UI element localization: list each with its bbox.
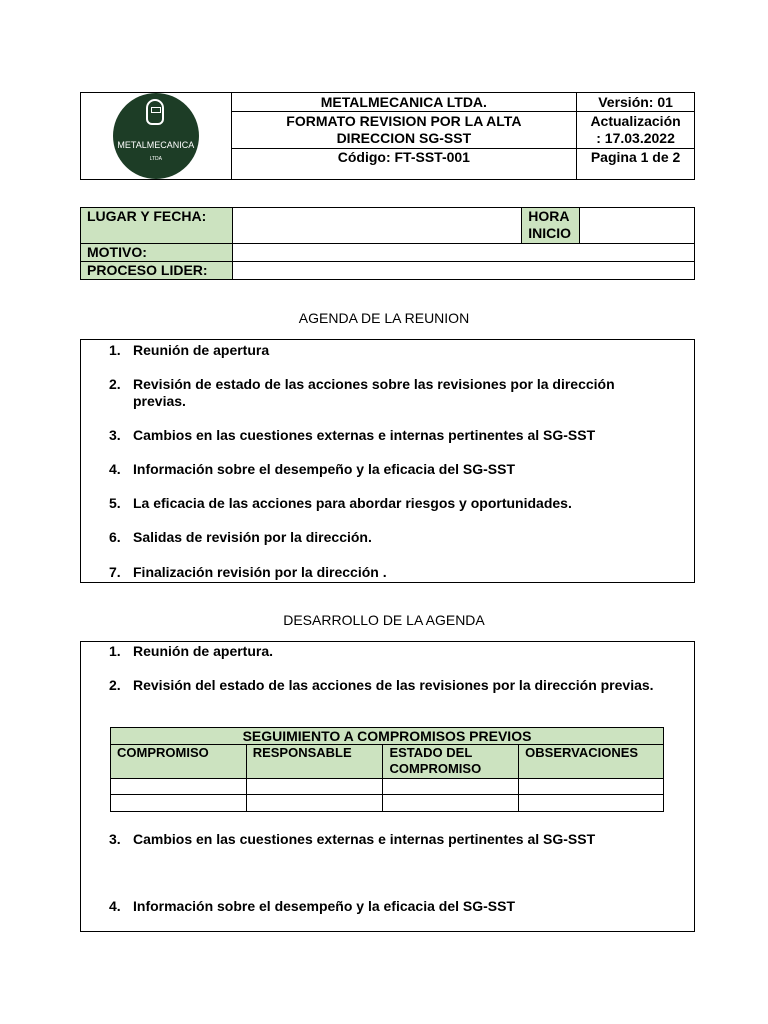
hora-inicio-label [522, 208, 580, 244]
update-line-2: : 17.03.2022 [596, 130, 675, 147]
column-header: COMPROMISO [111, 745, 247, 779]
desarrollo-item-number: 3. [109, 831, 121, 847]
agenda-item-number: 7. [109, 564, 121, 580]
desarrollo-item-text: Reunión de apertura. [133, 643, 274, 659]
agenda-title: AGENDA DE LA REUNION [298, 310, 470, 326]
proceso-lider-label: PROCESO LIDER: [81, 262, 233, 280]
table-cell[interactable] [111, 779, 247, 795]
lugar-fecha-field[interactable] [232, 208, 521, 244]
company-logo [113, 93, 199, 179]
agenda-item [109, 564, 669, 581]
welding-mask-icon [146, 99, 164, 125]
document-header [80, 92, 695, 180]
desarrollo-item [109, 831, 669, 848]
table-cell[interactable] [383, 779, 519, 795]
seguimiento-title: SEGUIMIENTO A COMPROMISOS PREVIOS [111, 728, 664, 745]
page-number: Pagina 1 de 2 [577, 149, 695, 180]
title-line-1: FORMATO REVISION POR LA ALTA [286, 113, 522, 130]
table-cell[interactable] [111, 795, 247, 812]
agenda-box [80, 339, 695, 583]
document-code: Código: FT-SST-001 [231, 149, 577, 180]
logo-cell [81, 93, 232, 180]
agenda-item-number: 3. [109, 427, 121, 443]
desarrollo-item-number: 4. [109, 898, 121, 914]
desarrollo-item [109, 677, 669, 694]
column-header: OBSERVACIONES [519, 745, 664, 779]
agenda-item-number: 2. [109, 376, 121, 392]
agenda-item-number: 1. [109, 342, 121, 358]
desarrollo-item-number: 2. [109, 677, 121, 693]
agenda-item [109, 376, 669, 410]
agenda-item [109, 529, 669, 546]
desarrollo-item-number: 1. [109, 643, 121, 659]
table-row [111, 795, 664, 812]
title-line-2: DIRECCION SG-SST [336, 130, 472, 147]
agenda-item [109, 342, 669, 359]
meeting-info-table [80, 207, 695, 280]
table-cell[interactable] [246, 795, 383, 812]
hora-line-2: INICIO [528, 225, 571, 241]
hora-line-1: HORA [528, 208, 570, 224]
table-cell[interactable] [519, 795, 664, 812]
proceso-lider-field[interactable] [232, 262, 694, 280]
agenda-item-number: 4. [109, 461, 121, 477]
column-header: ESTADO DEL COMPROMISO [383, 745, 519, 779]
desarrollo-item [109, 643, 669, 660]
desarrollo-title: DESARROLLO DE LA AGENDA [283, 612, 485, 628]
hora-inicio-field[interactable] [580, 208, 695, 244]
desarrollo-item-text: Cambios en las cuestiones externas e internas pertinentes al SG-SST [133, 831, 596, 847]
agenda-item [109, 461, 669, 478]
agenda-item [109, 495, 669, 512]
desarrollo-item-text: Información sobre el desempeño y la eficacia del SG-SST [133, 898, 516, 914]
logo-sub: LTDA [149, 156, 162, 162]
table-cell[interactable] [383, 795, 519, 812]
seguimiento-table [110, 727, 664, 812]
agenda-item-number: 6. [109, 529, 121, 545]
lugar-fecha-label: LUGAR Y FECHA: [81, 208, 233, 244]
agenda-item-text: Información sobre el desempeño y la eficacia del SG-SST [133, 461, 516, 477]
agenda-item-text: Salidas de revisión por la dirección. [133, 529, 372, 545]
agenda-item-text: Revisión de estado de las acciones sobre las revisiones por la dirección previas. [133, 376, 615, 409]
motivo-field[interactable] [232, 244, 694, 262]
agenda-item-text: La eficacia de las acciones para abordar riesgos y oportunidades. [133, 495, 572, 511]
company-name: METALMECANICA LTDA. [231, 93, 577, 112]
desarrollo-item-text: Revisión del estado de las acciones de las revisiones por la dirección previas. [133, 677, 654, 693]
document-title [231, 112, 577, 149]
version: Versión: 01 [577, 93, 695, 112]
column-header: RESPONSABLE [246, 745, 383, 779]
update-line-1: Actualización [590, 113, 681, 130]
update-date [577, 112, 695, 149]
table-cell[interactable] [246, 779, 383, 795]
logo-name: METALMECANICA [117, 140, 195, 150]
agenda-item-text: Finalización revisión por la dirección . [133, 564, 387, 580]
table-row [111, 779, 664, 795]
agenda-item-text: Reunión de apertura [133, 342, 270, 358]
table-cell[interactable] [519, 779, 664, 795]
agenda-item-text: Cambios en las cuestiones externas e internas pertinentes al SG-SST [133, 427, 596, 443]
motivo-label: MOTIVO: [81, 244, 233, 262]
agenda-item-number: 5. [109, 495, 121, 511]
desarrollo-item [109, 898, 669, 915]
agenda-item [109, 427, 669, 444]
